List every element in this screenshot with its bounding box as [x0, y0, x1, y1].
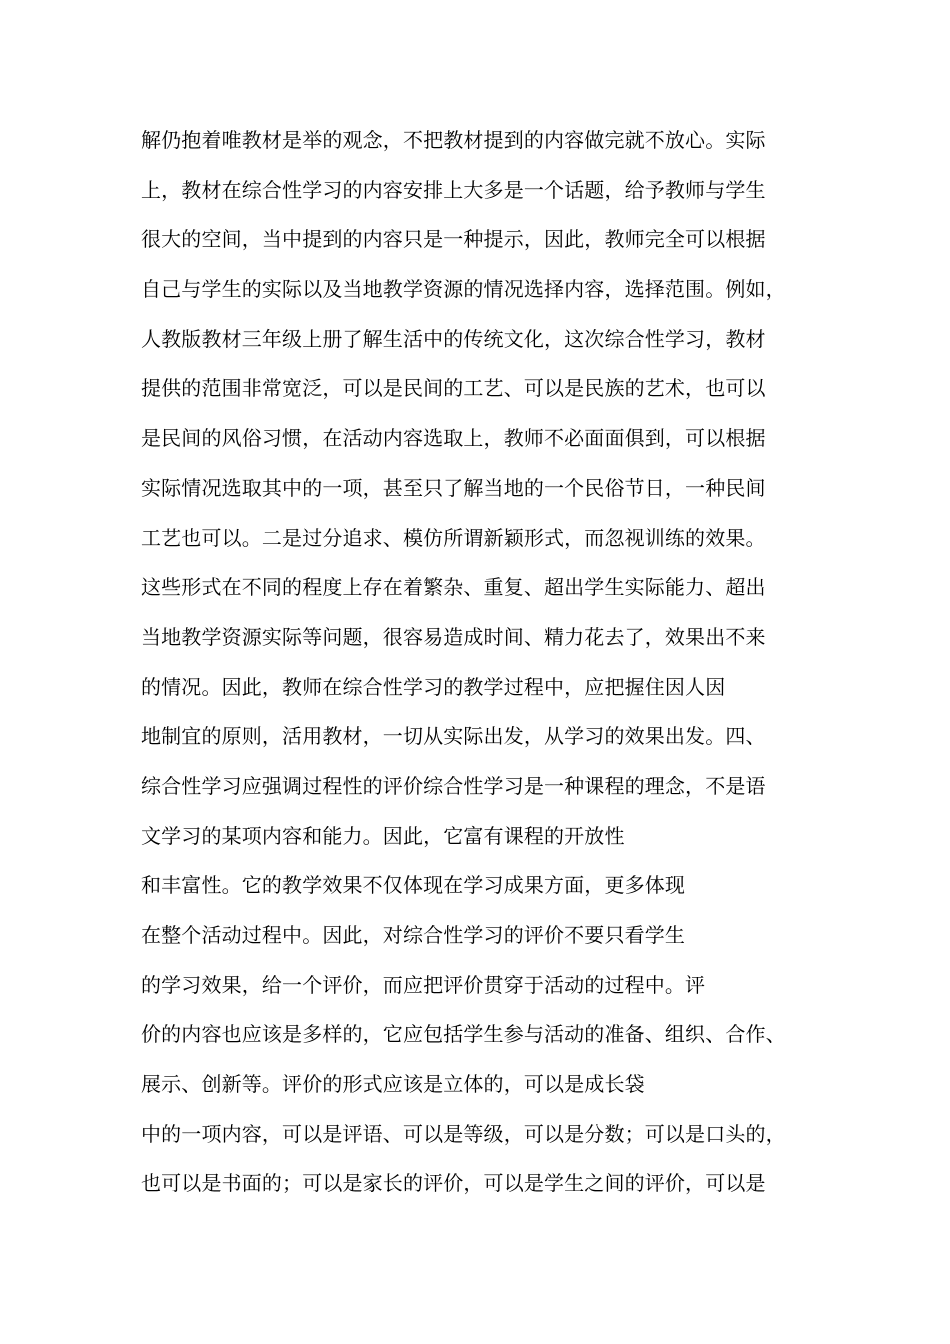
- text-line: 综合性学习应强调过程性的评价综合性学习是一种课程的理念，不是语: [141, 773, 766, 798]
- text-line: 价的内容也应该是多样的，它应包括学生参与活动的准备、组织、合作、: [141, 1022, 786, 1047]
- text-line: 在整个活动过程中。因此，对综合性学习的评价不要只看学生: [141, 923, 686, 947]
- text-line: 文学习的某项内容和能力。因此，它富有课程的开放性: [141, 823, 625, 848]
- text-line: 提供的范围非常宽泛，可以是民间的工艺、可以是民族的艺术，也可以: [141, 376, 766, 401]
- text-line: 这些形式在不同的程度上存在着繁杂、重复、超出学生实际能力、超出: [141, 575, 766, 600]
- text-line: 和丰富性。它的教学效果不仅体现在学习成果方面，更多体现: [141, 873, 686, 898]
- text-line: 中的一项内容，可以是评语、可以是等级，可以是分数；可以是口头的，: [141, 1121, 786, 1146]
- text-line: 当地教学资源实际等问题，很容易造成时间、精力花去了，效果出不来: [141, 624, 766, 649]
- text-line: 的情况。因此，教师在综合性学习的教学过程中，应把握住因人因: [141, 674, 726, 699]
- body-text: [141, 122, 841, 1215]
- text-line: 上，教材在综合性学习的内容安排上大多是一个话题，给予教师与学生: [141, 177, 766, 202]
- text-line: 很大的空间，当中提到的内容只是一种提示，因此，教师完全可以根据: [141, 227, 766, 252]
- text-line: 工艺也可以。二是过分追求、模仿所谓新颖形式，而忽视训练的效果。: [141, 525, 766, 550]
- text-line: 地制宜的原则，活用教材，一切从实际出发，从学习的效果出发。四、: [141, 724, 766, 749]
- text-line: 解仍抱着唯教材是举的观念，不把教材提到的内容做完就不放心。实际: [141, 128, 766, 152]
- text-line: 自己与学生的实际以及当地教学资源的情况选择内容，选择范围。例如，: [141, 277, 786, 302]
- text-line: 实际情况选取其中的一项，甚至只了解当地的一个民俗节日，一种民间: [141, 475, 766, 500]
- text-line: 人教版教材三年级上册了解生活中的传统文化，这次综合性学习，教材: [141, 326, 766, 351]
- text-line: 展示、创新等。评价的形式应该是立体的，可以是成长袋: [141, 1072, 645, 1097]
- text-line: 的学习效果，给一个评价，而应把评价贯穿于活动的过程中。评: [141, 972, 706, 997]
- text-line: 是民间的风俗习惯，在活动内容选取上，教师不必面面俱到，可以根据: [141, 426, 766, 451]
- text-line: 也可以是书面的；可以是家长的评价，可以是学生之间的评价，可以是: [141, 1171, 766, 1196]
